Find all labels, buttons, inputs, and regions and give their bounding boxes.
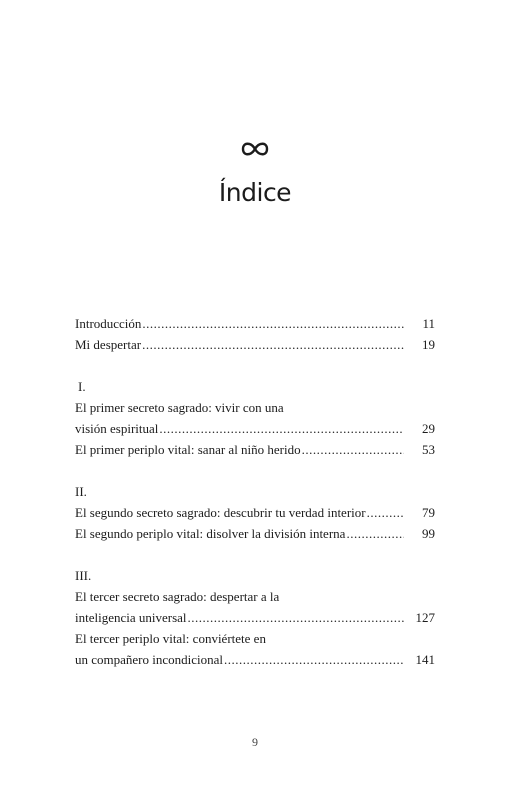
toc-entry-primer-secreto[interactable] (75, 418, 435, 439)
toc-entry-title-line1[interactable]: El tercer periplo vital: conviértete en (75, 631, 266, 646)
section-number-1: I. (78, 379, 86, 394)
toc-entry-title: visión espiritual (75, 421, 159, 436)
table-of-contents (75, 313, 435, 670)
section-number-2: II. (75, 484, 87, 499)
section-number-3: III. (75, 568, 92, 583)
leader-dots (159, 418, 404, 439)
leader-dots (367, 502, 404, 523)
toc-page-number: 29 (422, 421, 435, 436)
toc-page-number: 99 (422, 526, 435, 541)
leader-dots (346, 523, 404, 544)
toc-entry-title: El segundo periplo vital: disolver la división interna (75, 526, 346, 541)
toc-entry-title: un compañero incondicional (75, 652, 224, 667)
toc-page-number: 79 (422, 505, 435, 520)
leader-dots (302, 439, 404, 460)
toc-entry-title-line1[interactable]: El primer secreto sagrado: vivir con una (75, 400, 284, 415)
toc-entry-segundo-periplo[interactable] (75, 523, 435, 544)
toc-entry-title: inteligencia universal (75, 610, 187, 625)
leader-dots (142, 334, 404, 355)
toc-entry-title: Mi despertar (75, 337, 142, 352)
page-number: 9 (252, 735, 258, 749)
leader-dots (224, 649, 404, 670)
toc-entry-title-line1[interactable]: El tercer secreto sagrado: despertar a la (75, 589, 280, 604)
toc-entry-tercer-secreto[interactable] (75, 607, 435, 628)
toc-entry-title: Introducción (75, 316, 142, 331)
toc-entry-introduccion[interactable] (75, 313, 435, 334)
toc-page-number: 19 (422, 337, 435, 352)
toc-entry-primer-periplo[interactable] (75, 439, 435, 460)
toc-entry-tercer-periplo[interactable] (75, 649, 435, 670)
toc-entry-title: El primer periplo vital: sanar al niño herido (75, 442, 301, 457)
toc-page-number: 127 (415, 610, 435, 625)
toc-page-number: 141 (415, 652, 435, 667)
leader-dots (142, 313, 404, 334)
infinity-icon (239, 138, 271, 160)
toc-entry-segundo-secreto[interactable] (75, 502, 435, 523)
toc-page-number: 11 (422, 316, 435, 331)
page-title: Índice (218, 178, 292, 207)
toc-entry-mi-despertar[interactable] (75, 334, 435, 355)
toc-entry-title: El segundo secreto sagrado: descubrir tu verdad interior (75, 505, 366, 520)
toc-page-number: 53 (422, 442, 435, 457)
leader-dots (188, 607, 404, 628)
